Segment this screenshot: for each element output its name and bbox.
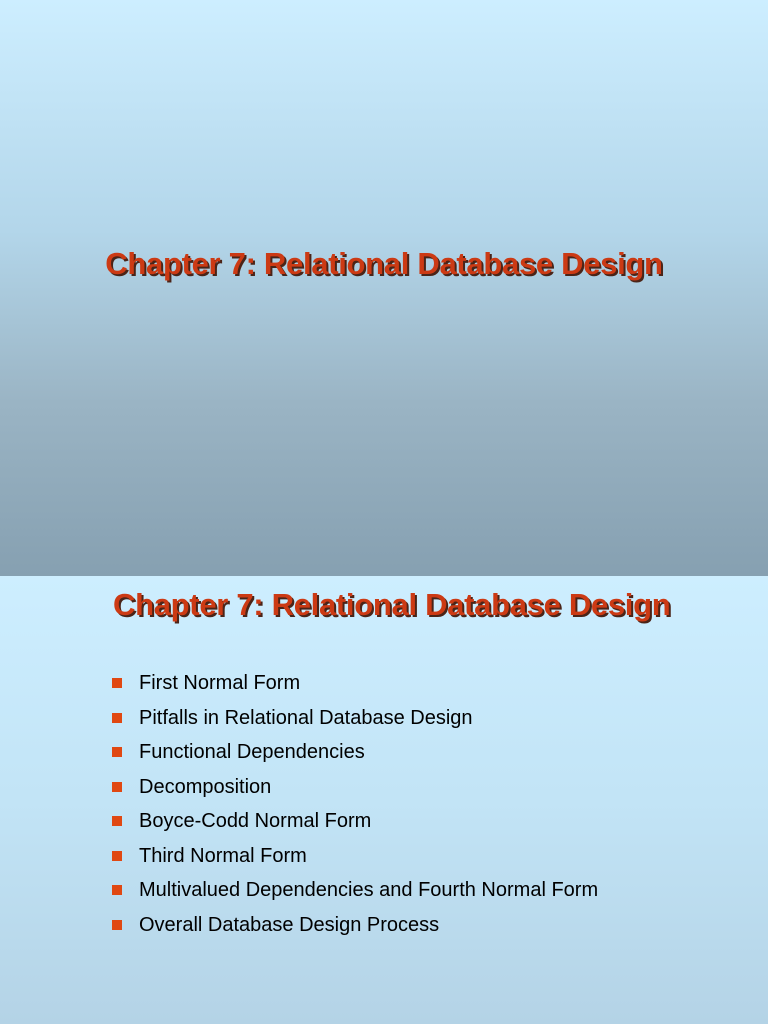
bullet-text: Overall Database Design Process [139, 913, 440, 936]
bullet-item-decomposition [112, 774, 598, 809]
square-bullet-icon [112, 816, 122, 826]
bullet-list [112, 670, 598, 946]
slide-heading: Chapter 7: Relational Database Design [113, 587, 671, 622]
bullet-text: Decomposition [139, 775, 272, 798]
square-bullet-icon [112, 678, 122, 688]
bullet-item-multivalued-dependencies [112, 877, 598, 912]
bullet-item-pitfalls [112, 705, 598, 740]
square-bullet-icon [112, 747, 122, 757]
bullet-item-third-normal-form [112, 843, 598, 878]
bullet-item-bcnf [112, 808, 598, 843]
bullet-text: Multivalued Dependencies and Fourth Normal Form [139, 879, 599, 901]
square-bullet-icon [112, 782, 122, 792]
square-bullet-icon [112, 851, 122, 861]
square-bullet-icon [112, 885, 122, 895]
bullet-item-design-process [112, 912, 598, 947]
square-bullet-icon [112, 713, 122, 723]
bullet-text: Third Normal Form [139, 844, 307, 867]
slide-title: Chapter 7: Relational Database Design [105, 246, 663, 281]
bullet-item-first-normal-form [112, 670, 598, 705]
bullet-text: First Normal Form [139, 672, 301, 694]
bullet-text: Pitfalls in Relational Database Design [139, 706, 473, 729]
bullet-item-functional-dependencies [112, 739, 598, 774]
outline-slide [0, 576, 768, 1024]
square-bullet-icon [112, 920, 122, 930]
bullet-text: Functional Dependencies [139, 741, 365, 763]
bullet-text: Boyce-Codd Normal Form [139, 810, 372, 832]
